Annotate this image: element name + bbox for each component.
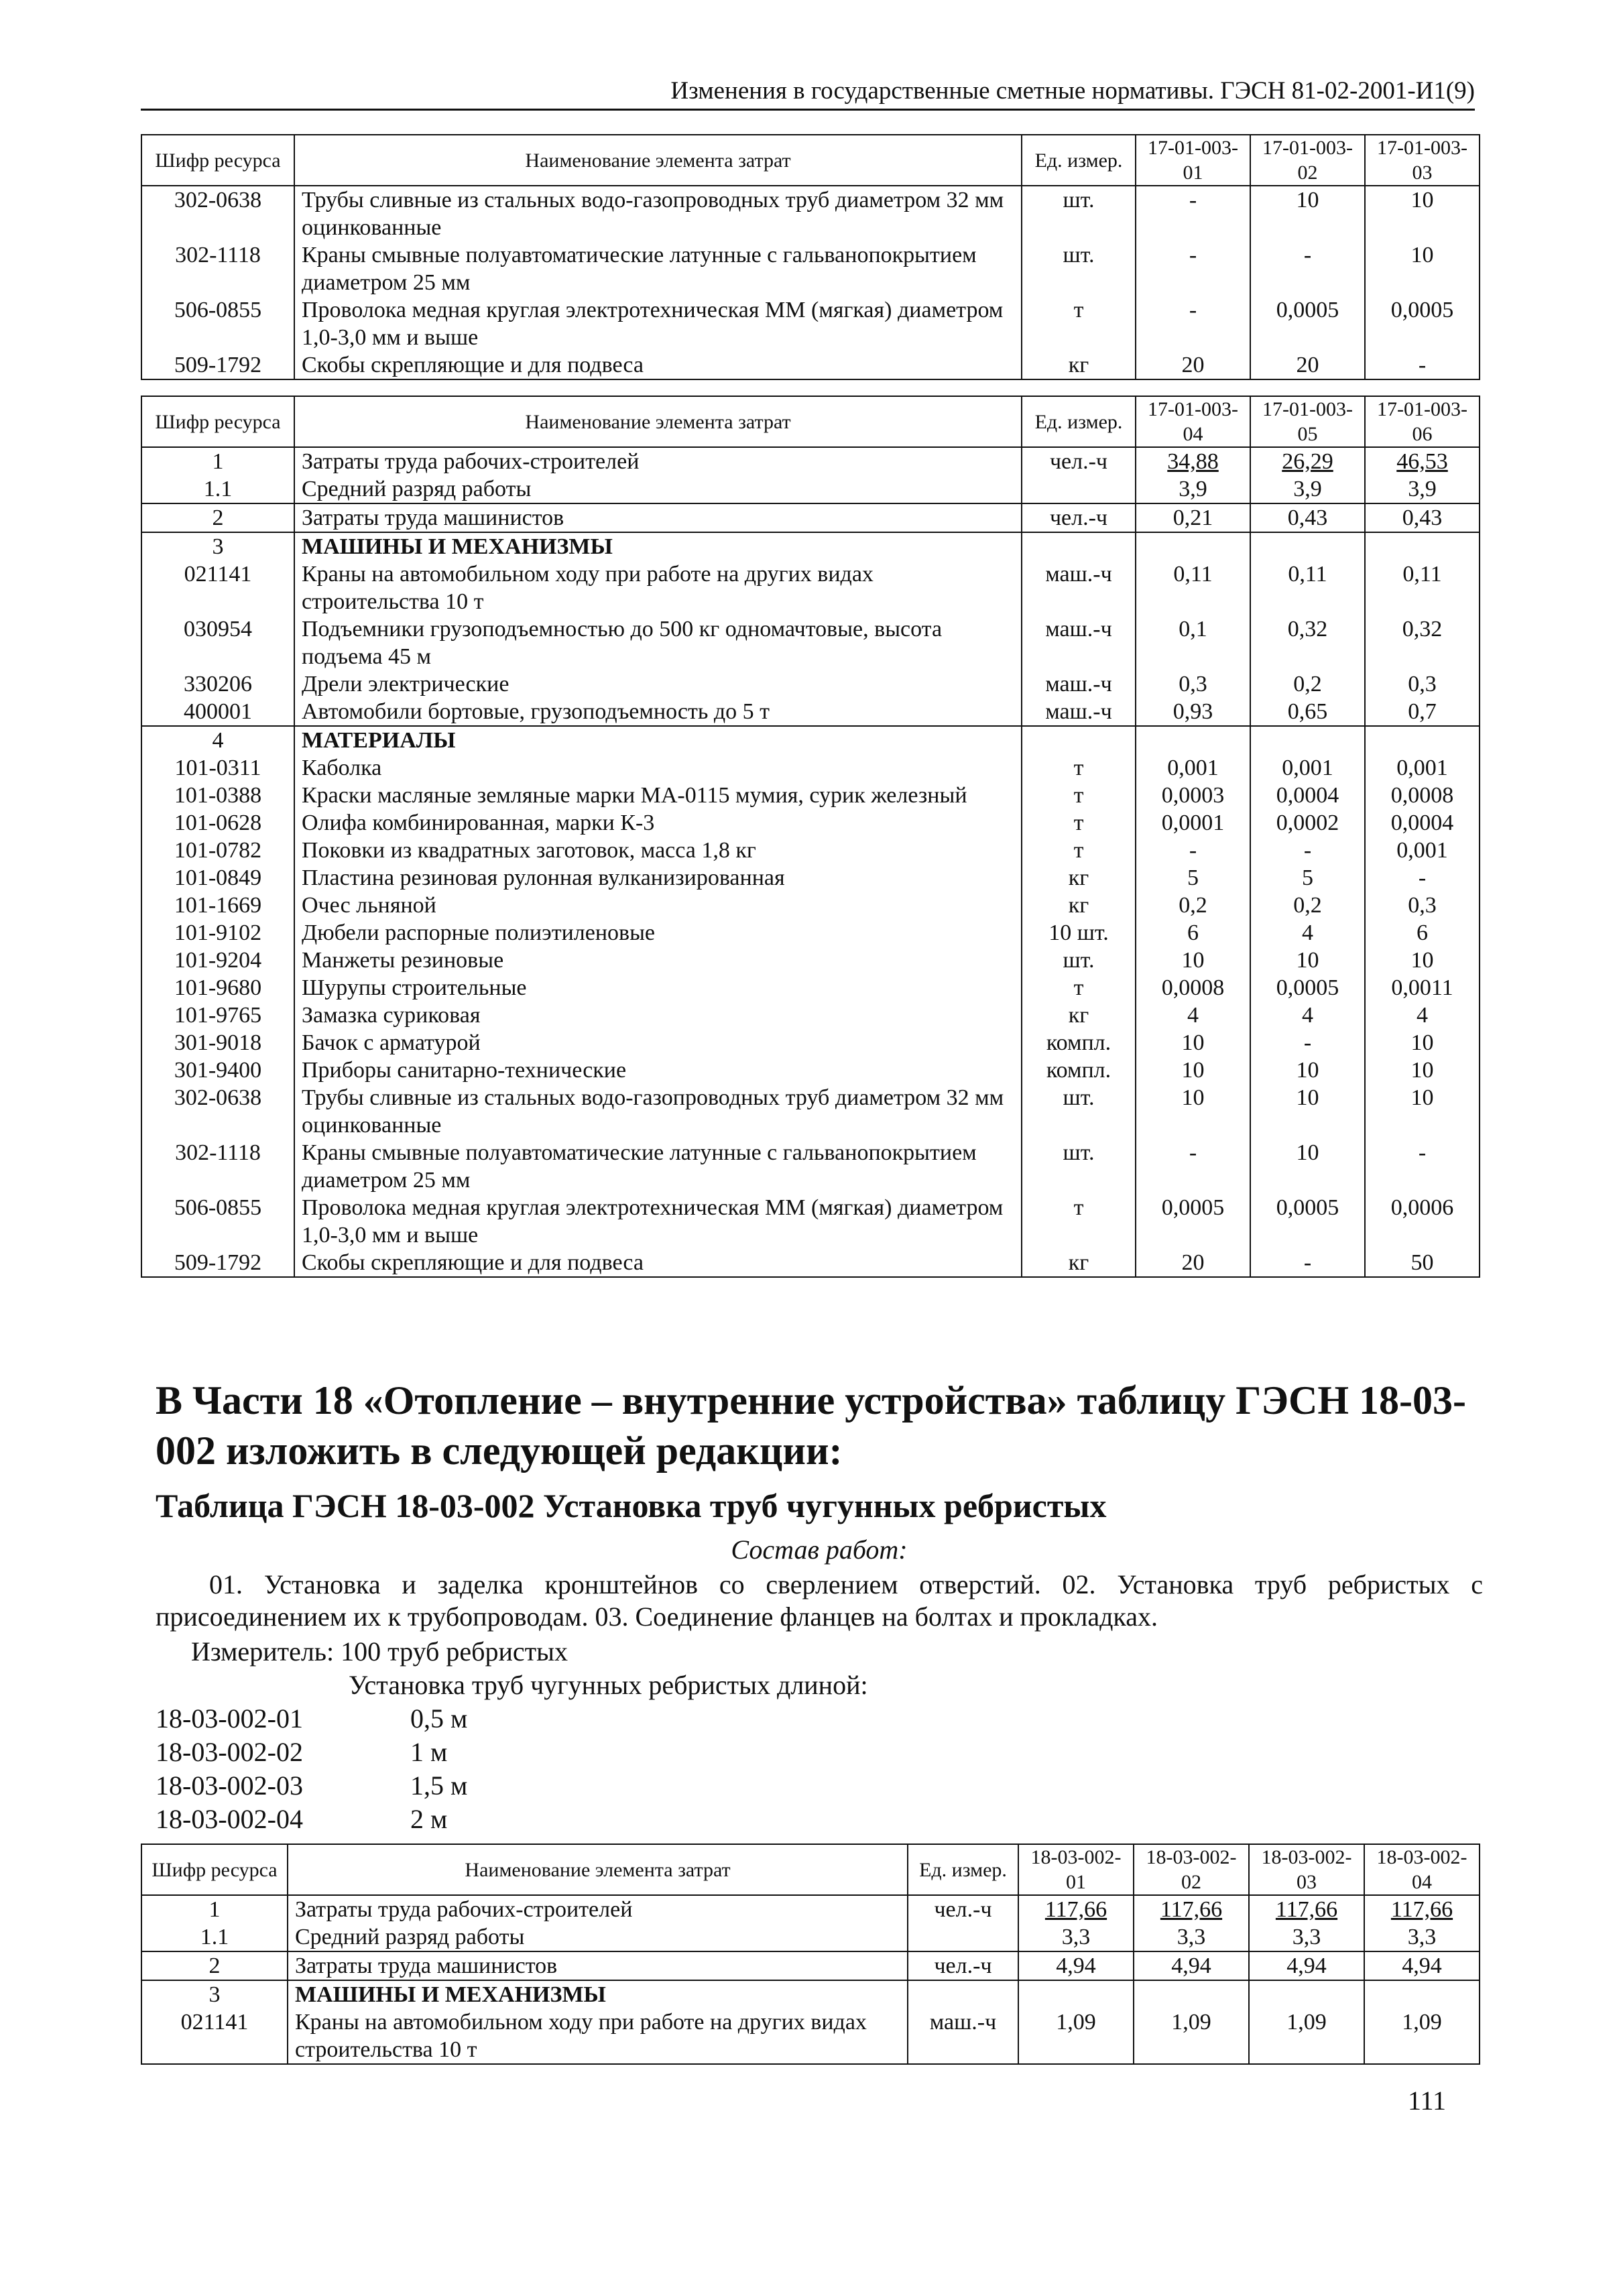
norm-value: 0,0008 (1365, 782, 1480, 809)
norm-value: 3,3 (1249, 1923, 1364, 1951)
resource-code: 1 (141, 447, 294, 475)
norm-value (1134, 1980, 1249, 2008)
resource-unit: т (1022, 809, 1136, 837)
norm-value: 6 (1365, 919, 1480, 947)
section-title: МАШИНЫ И МЕХАНИЗМЫ (288, 1980, 908, 2008)
norm-value: 46,53 (1365, 447, 1480, 475)
col-header-unit: Ед. измер. (1022, 135, 1136, 186)
norm-value: 10 (1250, 1056, 1365, 1084)
col-header-code: Шифр ресурса (141, 1844, 288, 1895)
resource-unit: маш.-ч (1022, 698, 1136, 726)
resource-unit (1022, 726, 1136, 754)
table-header-row (141, 396, 1480, 447)
resource-code: 302-0638 (141, 186, 294, 241)
resource-code: 509-1792 (141, 1249, 294, 1277)
section-title: МАШИНЫ И МЕХАНИЗМЫ (294, 532, 1022, 560)
resource-code: 101-9765 (141, 1002, 294, 1029)
resource-code: 506-0855 (141, 1194, 294, 1249)
norm-value (1136, 726, 1250, 754)
norm-value: 0,001 (1365, 754, 1480, 782)
table-row (141, 919, 1480, 947)
norm-value: 0,32 (1250, 615, 1365, 670)
resource-unit: компл. (1022, 1029, 1136, 1056)
norm-value: 0,0008 (1136, 974, 1250, 1002)
norm-value: 0,11 (1250, 560, 1365, 615)
table-row (141, 1139, 1480, 1194)
norm-value: - (1365, 351, 1480, 379)
col-header-code: Шифр ресурса (141, 396, 294, 447)
norm-value: 10 (1365, 1084, 1480, 1139)
col-header-code: Шифр ресурса (141, 135, 294, 186)
resource-name: Дрели электрические (294, 670, 1022, 698)
norm-value: 10 (1250, 186, 1365, 241)
variants-title: Установка труб чугунных ребристых длиной: (349, 1670, 868, 1700)
resource-name: Затраты труда машинистов (288, 1951, 908, 1980)
resource-name: Приборы санитарно-технические (294, 1056, 1022, 1084)
norm-value: 117,66 (1134, 1895, 1249, 1923)
resource-unit: шт. (1022, 1084, 1136, 1139)
resource-unit: шт. (1022, 186, 1136, 241)
table-row (141, 837, 1480, 864)
resource-name: Олифа комбинированная, марки К-3 (294, 809, 1022, 837)
resource-code: 330206 (141, 670, 294, 698)
norm-value: 0,43 (1365, 503, 1480, 532)
norm-value: 3,3 (1364, 1923, 1480, 1951)
resource-name: Бачок с арматурой (294, 1029, 1022, 1056)
resource-code: 302-0638 (141, 1084, 294, 1139)
resource-code: 101-0388 (141, 782, 294, 809)
col-header-norm-1: 18-03-002-01 (1018, 1844, 1134, 1895)
norm-value: 0,3 (1365, 670, 1480, 698)
col-header-unit: Ед. измер. (1022, 396, 1136, 447)
norm-value: 0,001 (1365, 837, 1480, 864)
col-header-name: Наименование элемента затрат (294, 135, 1022, 186)
norm-value (1365, 532, 1480, 560)
resource-table-18-03-002 (141, 1844, 1480, 2065)
resource-name: Краны смывные полуавтоматические латунные с гальванопокрытием диаметром 25 мм (294, 1139, 1022, 1194)
norm-value: 117,66 (1249, 1895, 1364, 1923)
norm-value: 0,1 (1136, 615, 1250, 670)
resource-code: 1.1 (141, 1923, 288, 1951)
resource-code: 400001 (141, 698, 294, 726)
norm-value: - (1250, 837, 1365, 864)
norm-value: 5 (1250, 864, 1365, 892)
norm-value: 0,0003 (1136, 782, 1250, 809)
resource-unit: шт. (1022, 947, 1136, 974)
resource-unit: кг (1022, 351, 1136, 379)
norm-value: 1,09 (1134, 2008, 1249, 2064)
norm-value: 0,0006 (1365, 1194, 1480, 1249)
norm-value: 4,94 (1364, 1951, 1480, 1980)
table-row (141, 351, 1480, 379)
table-row (141, 1002, 1480, 1029)
norm-value: 10 (1136, 947, 1250, 974)
resource-code: 101-0311 (141, 754, 294, 782)
table-row (141, 670, 1480, 698)
col-header-norm-3: 18-03-002-03 (1249, 1844, 1364, 1895)
resource-code: 4 (141, 726, 294, 754)
resource-name: Замазка суриковая (294, 1002, 1022, 1029)
resource-unit: кг (1022, 1002, 1136, 1029)
resource-name: Дюбели распорные полиэтиленовые (294, 919, 1022, 947)
table-row (141, 615, 1480, 670)
resource-name: Манжеты резиновые (294, 947, 1022, 974)
norm-value: 0,11 (1365, 560, 1480, 615)
variant-length: 1,5 м (410, 1770, 468, 1801)
resource-code: 101-1669 (141, 892, 294, 919)
norm-value: - (1136, 186, 1250, 241)
table-row (141, 1951, 1480, 1980)
norm-value: - (1250, 1029, 1365, 1056)
page-header: Изменения в государственные сметные нормативы. ГЭСН 81-02-2001-И1(9) (141, 74, 1475, 111)
resource-code: 101-0628 (141, 809, 294, 837)
norm-value: 0,21 (1136, 503, 1250, 532)
norm-value: 0,0005 (1250, 1194, 1365, 1249)
variant-item (156, 1736, 447, 1768)
norm-value: 0,001 (1250, 754, 1365, 782)
resource-name: Каболка (294, 754, 1022, 782)
resource-table-17-01-003-04-06 (141, 396, 1480, 1278)
norm-value: 0,3 (1136, 670, 1250, 698)
norm-value: 50 (1365, 1249, 1480, 1277)
resource-code: 101-0849 (141, 864, 294, 892)
norm-value: 0,2 (1250, 670, 1365, 698)
table-row (141, 1923, 1480, 1951)
norm-value (1136, 532, 1250, 560)
norm-value: 0,0005 (1250, 974, 1365, 1002)
resource-name: Затраты труда рабочих-строителей (288, 1895, 908, 1923)
works-description: 01. Установка и заделка кронштейнов со сверлением отверстий. 02. Установка труб ребристых с присоединением их к трубопроводам. 03. Соединение фланцев на болтах и прокладках. (156, 1569, 1483, 1632)
table-row (141, 2008, 1480, 2064)
norm-value: 3,9 (1136, 475, 1250, 503)
resource-code: 101-9102 (141, 919, 294, 947)
norm-value: 20 (1250, 351, 1365, 379)
norm-value: - (1136, 837, 1250, 864)
norm-value: 20 (1136, 1249, 1250, 1277)
col-header-name: Наименование элемента затрат (288, 1844, 908, 1895)
table-row (141, 1029, 1480, 1056)
resource-name: Скобы скрепляющие и для подвеса (294, 1249, 1022, 1277)
resource-name: Очес льняной (294, 892, 1022, 919)
norm-value: 5 (1136, 864, 1250, 892)
norm-value: 1,09 (1018, 2008, 1134, 2064)
norm-value: 0,0005 (1136, 1194, 1250, 1249)
norm-value: 4,94 (1249, 1951, 1364, 1980)
norm-value: 0,001 (1136, 754, 1250, 782)
col-header-norm-1: 17-01-003-04 (1136, 396, 1250, 447)
resource-unit: кг (1022, 864, 1136, 892)
table-row (141, 447, 1480, 475)
norm-value: 0,93 (1136, 698, 1250, 726)
resource-unit: кг (1022, 1249, 1136, 1277)
norm-value: 0,65 (1250, 698, 1365, 726)
resource-unit (1022, 532, 1136, 560)
resource-code: 101-0782 (141, 837, 294, 864)
norm-value: 4 (1365, 1002, 1480, 1029)
resource-name: Скобы скрепляющие и для подвеса (294, 351, 1022, 379)
resource-code: 101-9680 (141, 974, 294, 1002)
resource-unit: т (1022, 837, 1136, 864)
table-row (141, 186, 1480, 241)
norm-value: 0,2 (1136, 892, 1250, 919)
resource-unit: т (1022, 296, 1136, 351)
resource-unit: маш.-ч (1022, 615, 1136, 670)
resource-code: 509-1792 (141, 351, 294, 379)
norm-value: 117,66 (1018, 1895, 1134, 1923)
norm-value: - (1136, 241, 1250, 296)
composition-title: Состав работ: (731, 1534, 908, 1565)
norm-value: - (1365, 864, 1480, 892)
norm-value: 3,3 (1018, 1923, 1134, 1951)
resource-name: Затраты труда машинистов (294, 503, 1022, 532)
col-header-norm-3: 17-01-003-06 (1365, 396, 1480, 447)
norm-value (1365, 726, 1480, 754)
col-header-norm-2: 17-01-003-02 (1250, 135, 1365, 186)
resource-unit (908, 1980, 1018, 2008)
norm-value: 10 (1136, 1056, 1250, 1084)
table-row (141, 864, 1480, 892)
section-heading: В Части 18 «Отопление – внутренние устройства» таблицу ГЭСН 18-03-002 изложить в следующей редакции: (156, 1378, 1467, 1473)
norm-value: 10 (1365, 186, 1480, 241)
table-header-row (141, 135, 1480, 186)
table-row (141, 754, 1480, 782)
resource-name: Проволока медная круглая электротехническая ММ (мягкая) диаметром 1,0-3,0 мм и выше (294, 1194, 1022, 1249)
norm-value (1250, 532, 1365, 560)
section-row-machines (141, 532, 1480, 560)
resource-name: Автомобили бортовые, грузоподъемность до 5 т (294, 698, 1022, 726)
norm-value: 4,94 (1134, 1951, 1249, 1980)
norm-value (1018, 1980, 1134, 2008)
col-header-norm-2: 17-01-003-05 (1250, 396, 1365, 447)
resource-name: Трубы сливные из стальных водо-газопроводных труб диаметром 32 мм оцинкованные (294, 1084, 1022, 1139)
resource-name: Краны на автомобильном ходу при работе на других видах строительства 10 т (294, 560, 1022, 615)
col-header-norm-3: 17-01-003-03 (1365, 135, 1480, 186)
norm-value: 3,9 (1365, 475, 1480, 503)
norm-value: 0,0004 (1250, 782, 1365, 809)
table-row (141, 1194, 1480, 1249)
norm-value: 0,2 (1250, 892, 1365, 919)
norm-value: - (1250, 1249, 1365, 1277)
norm-value: 20 (1136, 351, 1250, 379)
variant-length: 1 м (410, 1737, 448, 1767)
resource-name: Шурупы строительные (294, 974, 1022, 1002)
norm-value: 0,0011 (1365, 974, 1480, 1002)
norm-value: 3,9 (1250, 475, 1365, 503)
variant-item (156, 1703, 467, 1735)
section-row-materials (141, 726, 1480, 754)
norm-value: 0,43 (1250, 503, 1365, 532)
resource-name: Пластина резиновая рулонная вулканизированная (294, 864, 1022, 892)
resource-name: Поковки из квадратных заготовок, масса 1,8 кг (294, 837, 1022, 864)
table-row (141, 892, 1480, 919)
resource-unit: чел.-ч (1022, 503, 1136, 532)
resource-unit: чел.-ч (1022, 447, 1136, 475)
resource-name: Краски масляные земляные марки МА-0115 мумия, сурик железный (294, 782, 1022, 809)
table-row (141, 1249, 1480, 1277)
norm-value: 10 (1365, 947, 1480, 974)
variant-item (156, 1803, 447, 1835)
page-number: 111 (1408, 2086, 1447, 2116)
norm-value: - (1136, 1139, 1250, 1194)
norm-value: 10 (1365, 1056, 1480, 1084)
table-header-row (141, 1844, 1480, 1895)
resource-unit: кг (1022, 892, 1136, 919)
resource-name: Краны на автомобильном ходу при работе на других видах строительства 10 т (288, 2008, 908, 2064)
resource-code: 101-9204 (141, 947, 294, 974)
col-header-norm-4: 18-03-002-04 (1364, 1844, 1480, 1895)
resource-name: Проволока медная круглая электротехническая ММ (мягкая) диаметром 1,0-3,0 мм и выше (294, 296, 1022, 351)
table-row (141, 241, 1480, 296)
table-row (141, 560, 1480, 615)
resource-unit: маш.-ч (908, 2008, 1018, 2064)
resource-code: 302-1118 (141, 241, 294, 296)
norm-value: 0,0004 (1365, 809, 1480, 837)
variant-code: 18-03-002-03 (156, 1770, 303, 1801)
section-row-machines (141, 1980, 1480, 2008)
norm-value: 1,09 (1249, 2008, 1364, 2064)
resource-unit (1022, 475, 1136, 503)
resource-unit (908, 1923, 1018, 1951)
section-title: МАТЕРИАЛЫ (294, 726, 1022, 754)
norm-value: 4 (1250, 1002, 1365, 1029)
variant-code: 18-03-002-02 (156, 1737, 303, 1767)
resource-name: Краны смывные полуавтоматические латунные с гальванопокрытием диаметром 25 мм (294, 241, 1022, 296)
table-row (141, 503, 1480, 532)
resource-code: 1 (141, 1895, 288, 1923)
variant-item (156, 1770, 467, 1802)
norm-value: 10 (1250, 1084, 1365, 1139)
col-header-norm-1: 17-01-003-01 (1136, 135, 1250, 186)
resource-unit: т (1022, 782, 1136, 809)
resource-code: 1.1 (141, 475, 294, 503)
norm-value: 0,0005 (1365, 296, 1480, 351)
resource-name: Средний разряд работы (288, 1923, 908, 1951)
norm-value: 10 (1250, 1139, 1365, 1194)
table-row (141, 1056, 1480, 1084)
resource-unit: шт. (1022, 241, 1136, 296)
table-row (141, 782, 1480, 809)
norm-value: 0,7 (1365, 698, 1480, 726)
variant-length: 0,5 м (410, 1703, 468, 1734)
col-header-norm-2: 18-03-002-02 (1134, 1844, 1249, 1895)
resource-name: Средний разряд работы (294, 475, 1022, 503)
resource-name: Затраты труда рабочих-строителей (294, 447, 1022, 475)
table-row (141, 974, 1480, 1002)
table-row (141, 296, 1480, 351)
variant-code: 18-03-002-01 (156, 1703, 303, 1734)
resource-unit: компл. (1022, 1056, 1136, 1084)
resource-unit: шт. (1022, 1139, 1136, 1194)
norm-value: 0,32 (1365, 615, 1480, 670)
norm-value: 10 (1250, 947, 1365, 974)
resource-code: 301-9400 (141, 1056, 294, 1084)
table-row (141, 809, 1480, 837)
norm-value: 0,0005 (1250, 296, 1365, 351)
norm-value: 0,11 (1136, 560, 1250, 615)
norm-value: 1,09 (1364, 2008, 1480, 2064)
resource-unit: чел.-ч (908, 1895, 1018, 1923)
norm-value (1364, 1980, 1480, 2008)
norm-value: 10 (1365, 1029, 1480, 1056)
col-header-unit: Ед. измер. (908, 1844, 1018, 1895)
norm-value: 10 (1365, 241, 1480, 296)
table-row (141, 698, 1480, 726)
norm-value: 10 (1136, 1029, 1250, 1056)
norm-value: 6 (1136, 919, 1250, 947)
resource-code: 021141 (141, 2008, 288, 2064)
variant-length: 2 м (410, 1804, 448, 1834)
variant-code: 18-03-002-04 (156, 1804, 303, 1834)
resource-code: 2 (141, 1951, 288, 1980)
resource-unit: 10 шт. (1022, 919, 1136, 947)
norm-value (1250, 726, 1365, 754)
norm-value (1249, 1980, 1364, 2008)
table-title: Таблица ГЭСН 18-03-002 Установка труб чугунных ребристых (156, 1487, 1107, 1524)
norm-value: 4,94 (1018, 1951, 1134, 1980)
norm-value: 0,3 (1365, 892, 1480, 919)
resource-code: 302-1118 (141, 1139, 294, 1194)
norm-value: - (1250, 241, 1365, 296)
resource-name: Подъемники грузоподъемностью до 500 кг одномачтовые, высота подъема 45 м (294, 615, 1022, 670)
norm-value: 3,3 (1134, 1923, 1249, 1951)
table-row (141, 475, 1480, 503)
norm-value: 10 (1136, 1084, 1250, 1139)
resource-code: 506-0855 (141, 296, 294, 351)
norm-value: 0,0001 (1136, 809, 1250, 837)
norm-value: 34,88 (1136, 447, 1250, 475)
norm-value: - (1365, 1139, 1480, 1194)
resource-code: 3 (141, 1980, 288, 2008)
resource-table-17-01-003-01-03 (141, 134, 1480, 380)
resource-unit: т (1022, 1194, 1136, 1249)
col-header-name: Наименование элемента затрат (294, 396, 1022, 447)
norm-value: 26,29 (1250, 447, 1365, 475)
resource-unit: чел.-ч (908, 1951, 1018, 1980)
norm-value: 0,0002 (1250, 809, 1365, 837)
measurement-unit: Измеритель: 100 труб ребристых (191, 1636, 568, 1667)
resource-code: 2 (141, 503, 294, 532)
resource-code: 030954 (141, 615, 294, 670)
resource-unit: маш.-ч (1022, 670, 1136, 698)
resource-unit: маш.-ч (1022, 560, 1136, 615)
norm-value: - (1136, 296, 1250, 351)
norm-value: 117,66 (1364, 1895, 1480, 1923)
resource-unit: т (1022, 754, 1136, 782)
norm-value: 4 (1136, 1002, 1250, 1029)
norm-value: 4 (1250, 919, 1365, 947)
resource-code: 301-9018 (141, 1029, 294, 1056)
resource-code: 021141 (141, 560, 294, 615)
table-row (141, 947, 1480, 974)
resource-code: 3 (141, 532, 294, 560)
resource-unit: т (1022, 974, 1136, 1002)
resource-name: Трубы сливные из стальных водо-газопроводных труб диаметром 32 мм оцинкованные (294, 186, 1022, 241)
table-row (141, 1084, 1480, 1139)
table-row (141, 1895, 1480, 1923)
